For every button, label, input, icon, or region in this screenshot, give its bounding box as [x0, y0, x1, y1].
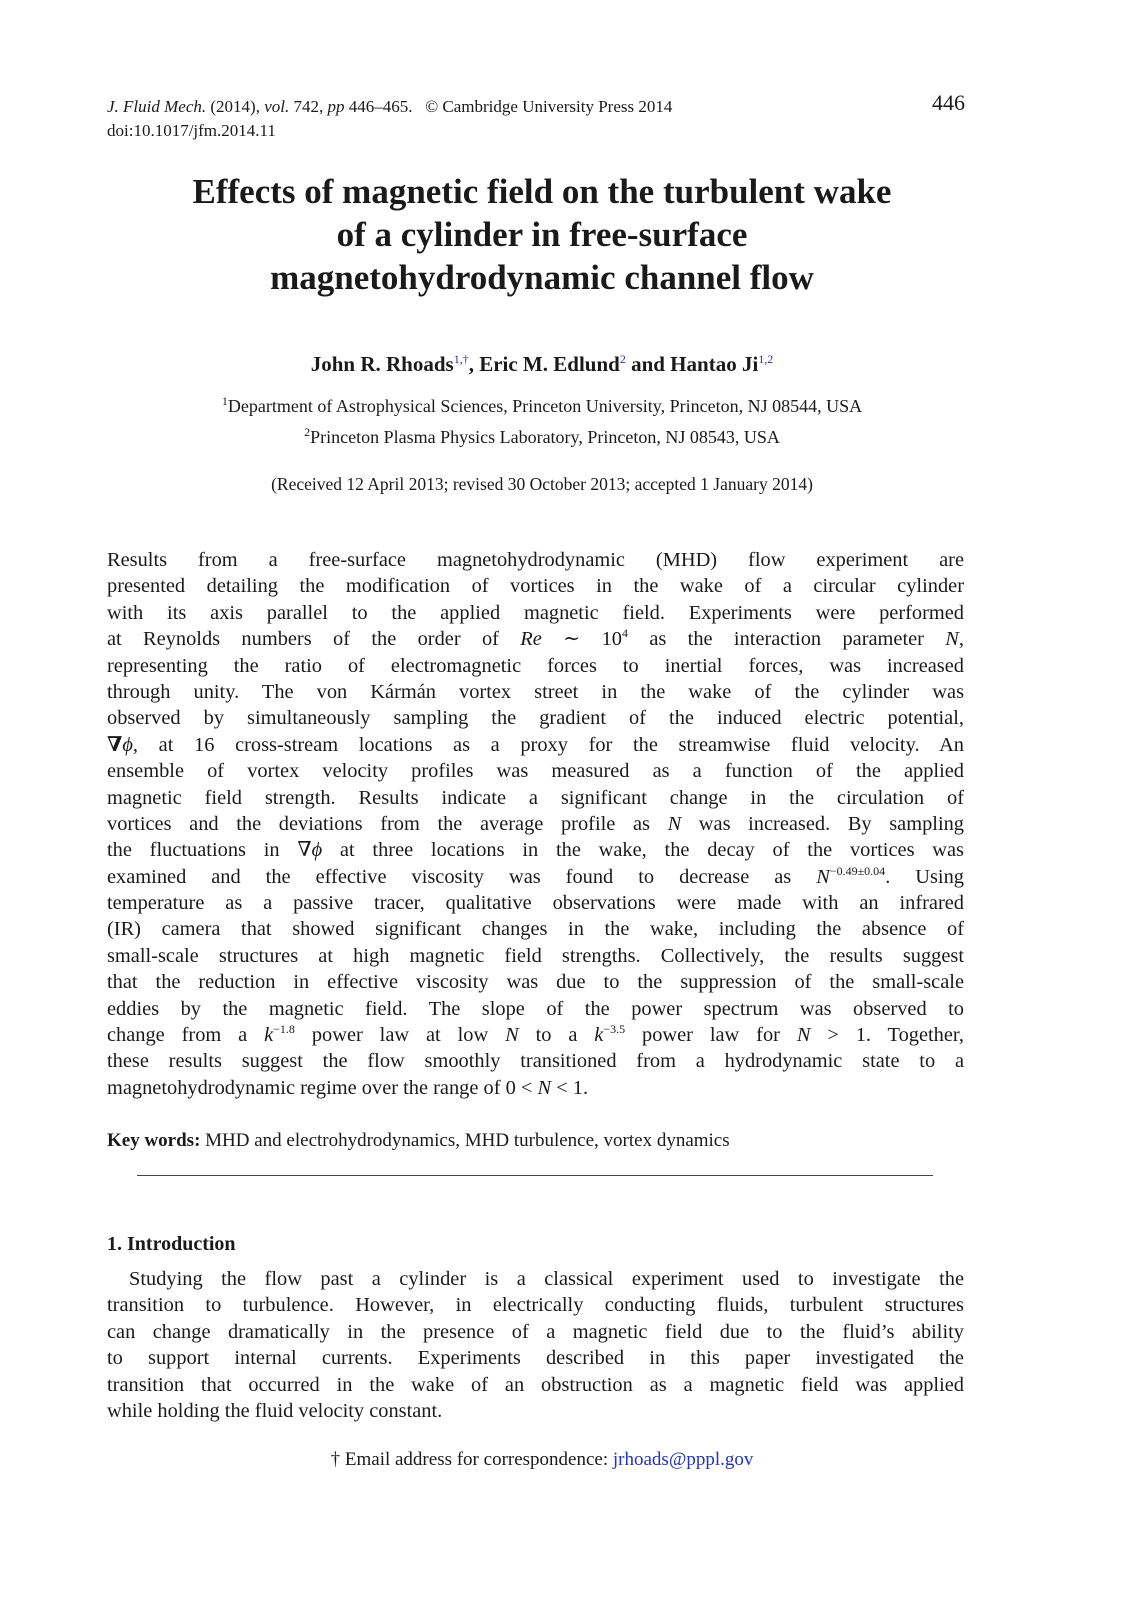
affiliation-text: Princeton Plasma Physics Laboratory, Princeton, NJ 08543, USA — [310, 427, 780, 447]
abstract-line: representing the ratio of electromagnetic forces to inertial forces, was increased — [107, 654, 964, 677]
abstract-line — [107, 1022, 964, 1048]
text-run: at three locations in the wake, the decay of the vortices was — [322, 839, 964, 862]
author-name: and Hantao Ji — [625, 352, 759, 376]
page-number: 446 — [932, 90, 965, 115]
exponent: 4 — [621, 626, 628, 641]
exponent: −3.5 — [603, 1022, 626, 1037]
text-run: change from a — [107, 1024, 265, 1047]
abstract-line — [107, 837, 964, 863]
math-symbol: N — [816, 865, 830, 888]
title-line: magnetohydrodynamic channel flow — [270, 258, 814, 297]
text-run: to a — [518, 1024, 595, 1047]
math-symbol: N — [537, 1076, 552, 1099]
math-symbol: N — [796, 1024, 811, 1047]
text-run: magnetohydrodynamic regime over the range of 0 < — [107, 1076, 538, 1099]
abstract-line: eddies by the magnetic field. The slope of the power spectrum was observed to — [107, 997, 964, 1020]
volume-number: 742, — [293, 97, 324, 116]
abstract-line: magnetic field strength. Results indicate a significant change in the circulation of — [107, 786, 964, 809]
introduction-text — [107, 1266, 964, 1424]
keywords-label: Key words: — [107, 1130, 201, 1151]
author-name: John R. Rhoads — [310, 352, 454, 376]
keywords-text: MHD and electrohydrodynamics, MHD turbulence, vortex dynamics — [200, 1130, 730, 1151]
nabla-symbol: ∇ — [107, 733, 123, 756]
abstract-line: through unity. The von Kármán vortex street in the wake of the cylinder was — [107, 680, 964, 703]
math-symbol: Re — [520, 628, 542, 651]
title-line: Effects of magnetic field on the turbulent wake — [192, 172, 892, 211]
email-link[interactable]: jrhoads@pppl.gov — [612, 1449, 754, 1470]
text-run: the fluctuations in ∇ — [107, 839, 312, 862]
text-run: vortices and the deviations from the average profile as — [107, 812, 668, 835]
affiliation — [107, 396, 977, 417]
body-line: can change dramatically in the presence of a magnetic field due to the fluid’s ability — [107, 1320, 964, 1343]
journal-year: (2014), — [210, 97, 260, 116]
abstract-line: small-scale structures at high magnetic field strengths. Collectively, the results suggest — [107, 944, 964, 967]
journal-name: J. Fluid Mech. — [107, 97, 207, 116]
footnote — [107, 1449, 977, 1471]
abstract-line — [107, 1075, 964, 1101]
affiliation-number: 2 — [304, 425, 311, 439]
keywords — [107, 1130, 730, 1152]
abstract-line: observed by simultaneously sampling the gradient of the induced electric potential, — [107, 707, 964, 730]
text-run: at Reynolds numbers of the order of — [107, 628, 521, 651]
text-run: > 1. Together, — [810, 1024, 964, 1047]
author-affiliation-link[interactable]: 1,2 — [758, 352, 774, 366]
received-dates: (Received 12 April 2013; revised 30 October 2013; accepted 1 January 2014) — [271, 474, 813, 494]
body-line: transition to turbulence. However, in electrically conducting fluids, turbulent structures — [107, 1294, 964, 1317]
affiliation-number: 1 — [221, 394, 228, 408]
abstract-line: ensemble of vortex velocity profiles was measured as a function of the applied — [107, 760, 964, 783]
title-line: of a cylinder in free-surface — [336, 215, 748, 254]
math-symbol: k — [264, 1024, 274, 1047]
math-symbol: N — [667, 812, 682, 835]
journal-header — [107, 95, 672, 143]
text-run: was increased. By sampling — [681, 812, 964, 835]
volume-label: vol. — [264, 97, 290, 116]
text-run: < 1. — [551, 1076, 589, 1099]
affiliation-text: Department of Astrophysical Sciences, Princeton University, Princeton, NJ 08544, USA — [227, 396, 863, 416]
abstract-line: presented detailing the modification of vortices in the wake of a circular cylinder — [107, 575, 964, 598]
text-run: examined and the effective viscosity was found to decrease as — [107, 865, 817, 888]
author-affiliation-link[interactable]: 2 — [619, 352, 626, 366]
exponent: −1.8 — [273, 1022, 295, 1037]
text-run: power law at low — [294, 1024, 506, 1047]
text-run: , at 16 cross-stream locations as a proxy for the streamwise fluid velocity. An — [132, 733, 964, 756]
math-symbol: N — [505, 1024, 519, 1047]
abstract-line: with its axis parallel to the applied magnetic field. Experiments were performed — [107, 601, 964, 624]
math-symbol: ϕ — [311, 839, 323, 862]
abstract-line — [107, 732, 964, 758]
paper-title — [107, 170, 977, 299]
page-range: 446–465. — [348, 97, 413, 116]
exponent: −0.49±0.04 — [829, 863, 886, 878]
text-run: , — [958, 628, 965, 651]
text-run: power law for — [625, 1024, 797, 1047]
divider — [137, 1175, 933, 1176]
math-symbol: k — [594, 1024, 604, 1047]
affiliation — [107, 427, 977, 448]
abstract-line — [107, 811, 964, 837]
author-list — [107, 352, 977, 377]
body-line: to support internal currents. Experiments described in this paper investigated the — [107, 1347, 964, 1370]
abstract-line: temperature as a passive tracer, qualitative observations were made with an infrared — [107, 892, 964, 915]
body-line: Studying the flow past a cylinder is a classical experiment used to investigate the — [129, 1268, 964, 1290]
body-line: while holding the fluid velocity constant. — [107, 1399, 443, 1422]
abstract — [107, 547, 964, 1101]
abstract-line — [107, 864, 964, 890]
section-heading: 1. Introduction — [107, 1233, 236, 1255]
abstract-line — [107, 626, 964, 652]
abstract-line: that the reduction in effective viscosity was due to the suppression of the small-scale — [107, 971, 964, 994]
copyright-notice: © Cambridge University Press 2014 — [425, 97, 673, 116]
footnote-text: † Email address for correspondence: — [330, 1449, 613, 1470]
abstract-line: these results suggest the flow smoothly transitioned from a hydrodynamic state to a — [107, 1050, 964, 1073]
abstract-line: (IR) camera that showed significant changes in the wake, including the absence of — [107, 918, 964, 941]
text-run: as the interaction parameter — [627, 628, 946, 651]
author-name: , Eric M. Edlund — [468, 352, 620, 376]
pages-label: pp — [327, 97, 345, 116]
math-symbol: ϕ — [122, 733, 133, 756]
doi: doi:10.1017/jfm.2014.11 — [107, 121, 276, 140]
citation-line — [107, 95, 672, 119]
text-run: ∼ 10 — [541, 628, 622, 651]
body-line: transition that occurred in the wake of an obstruction as a magnetic field was applied — [107, 1373, 964, 1396]
author-affiliation-link[interactable]: 1,† — [453, 352, 469, 366]
abstract-line: Results from a free-surface magnetohydrodynamic (MHD) flow experiment are — [107, 549, 964, 571]
math-symbol: N — [945, 628, 959, 651]
text-run: . Using — [885, 865, 964, 888]
